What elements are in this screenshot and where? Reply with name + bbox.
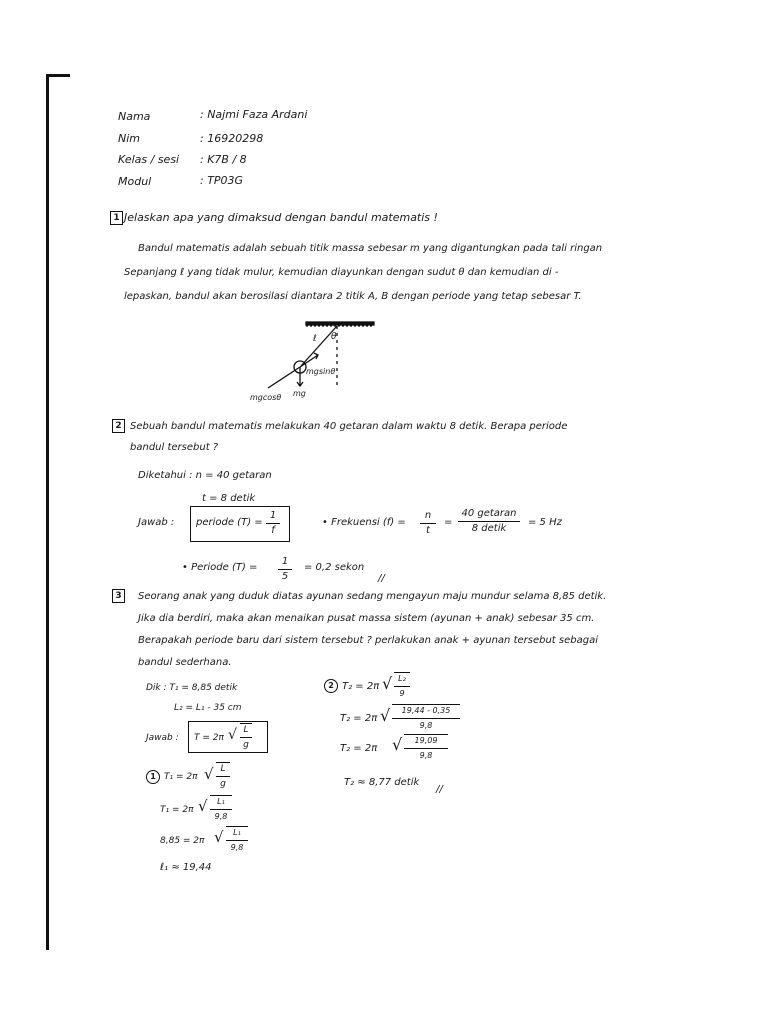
q3-text-line-1: Seorang anak yang duduk diatas ayunan sedang mengayun maju mundur selama 8,85 detik. (138, 591, 607, 602)
nama-value: : Najmi Faza Ardani (200, 108, 308, 121)
q3-boxed-num: L (243, 725, 249, 735)
q3-step1-b-fraction (210, 795, 232, 823)
q3-text-line-4: bandul sederhana. (138, 657, 232, 668)
q2-boxed-prefix: periode (T) = (196, 517, 263, 528)
nama-label: Nama (118, 110, 151, 123)
q3-step1-c-num: L₁ (233, 828, 241, 837)
q3-boxed-prefix: T = 2π (194, 733, 224, 743)
diagram-label-mgcos: mgcosθ (250, 393, 282, 402)
nim-label: Nim (118, 132, 140, 145)
q3-step1-c-fraction (226, 826, 248, 854)
diagram-label-l: ℓ (313, 334, 317, 344)
q3-step-1-marker: 1 (146, 770, 160, 784)
q2-frek-den: t (426, 525, 430, 536)
q3-boxed-den: g (243, 740, 249, 750)
mgcos-arrow (268, 367, 300, 388)
modul-value: : TP03G (200, 174, 244, 187)
q3-step2-c: T₂ = 2π (340, 743, 378, 754)
mg-arrowhead (297, 382, 303, 386)
q3-boxed-fraction (240, 723, 252, 751)
q2-t-value: t = 8 detik (202, 493, 256, 504)
q2-periode-prefix: • Periode (T) = (182, 562, 258, 573)
q3-step-2-marker: 2 (324, 679, 338, 693)
q3-boxed-root-sign: √ (228, 727, 237, 743)
q3-step2-b: T₂ = 2π (340, 713, 378, 724)
q1-answer-line-3: lepaskan, bandul akan berosilasi diantara 2 titik A, B dengan periode yang tetap sebesar T. (124, 291, 582, 302)
q3-step2-c-fraction (404, 734, 448, 762)
q3-step2-c-den: 9,8 (419, 751, 433, 760)
q3-step2-d: T₂ ≈ 8,77 detik (344, 777, 420, 788)
q3-jawab-label: Jawab : (146, 733, 179, 743)
q3-step2-a-den: 9 (399, 689, 405, 698)
q3-step1-b-den: 9,8 (214, 812, 228, 821)
q2-periode-fraction (278, 556, 292, 583)
q3-step1-a-fraction (216, 762, 230, 790)
q1-answer-line-1: Bandul matematis adalah sebuah titik massa sebesar m yang digantungkan pada tali ringan (138, 243, 603, 254)
q3-step1-b-root: √ (198, 797, 208, 815)
q3-step2-c-root: √ (392, 735, 403, 754)
q2-periode-mark: // (378, 573, 385, 584)
q2-periode-result: = 0,2 sekon (304, 562, 365, 573)
q3-step2-b-den: 9,8 (419, 721, 433, 730)
diagram-label-theta: θ (331, 332, 337, 342)
q3-step2-mark: // (436, 784, 443, 795)
q2-frek-fraction-1 (420, 510, 436, 537)
q2-jawab-label: Jawab : (138, 517, 175, 528)
q3-step1-a: T₁ = 2π (164, 772, 198, 782)
diagram-label-mg: mg (293, 389, 306, 398)
q3-step2-a: T₂ = 2π (342, 681, 380, 692)
mgsin-arrowhead (314, 353, 318, 359)
q3-step1-c-den: 9,8 (230, 843, 244, 852)
question-1-number: 1 (110, 211, 123, 225)
q2-frek-fraction-2 (458, 508, 520, 535)
scan-corner-mark (46, 74, 70, 77)
q3-step1-c: 8,85 = 2π (160, 836, 205, 846)
q3-step1-d: ℓ₁ ≈ 19,44 (160, 862, 212, 873)
kelas-label: Kelas / sesi (118, 153, 180, 166)
q2-frek-num2: 40 getaran (461, 508, 517, 519)
q3-step1-b-num: L₁ (217, 797, 225, 806)
nim-value: : 16920298 (200, 132, 264, 145)
q2-boxed-den: f (271, 525, 275, 536)
q3-text-line-2: Jika dia berdiri, maka akan menaikan pusat massa sistem (ayunan + anak) sebesar 35 cm. (138, 613, 595, 624)
q2-frek-result: = 5 Hz (528, 517, 562, 528)
q2-text-line-1: Sebuah bandul matematis melakukan 40 getaran dalam waktu 8 detik. Berapa periode (130, 421, 568, 432)
q2-frekuensi-prefix: • Frekuensi (f) = (322, 517, 406, 528)
q2-frek-den2: 8 detik (471, 523, 507, 534)
q3-step1-b: T₁ = 2π (160, 805, 194, 815)
question-1-text: Jelaskan apa yang dimaksud dengan bandul matematis ! (124, 211, 438, 224)
q2-boxed-fraction (266, 510, 280, 537)
question-2-number: 2 (112, 419, 125, 433)
q3-step1-c-root: √ (214, 828, 224, 846)
q3-step2-b-root: √ (380, 706, 391, 725)
q2-periode-num: 1 (281, 556, 289, 567)
q3-step2-c-num: 19,09 (414, 736, 438, 745)
pendulum-bob (294, 361, 306, 373)
q1-answer-line-2: Sepanjang ℓ yang tidak mulur, kemudian diayunkan dengan sudut θ dan kemudian di - (124, 267, 559, 278)
q3-text-line-3: Berapakah periode baru dari sistem tersebut ? perlakukan anak + ayunan tersebut sebagai (138, 635, 598, 646)
modul-label: Modul (118, 175, 152, 188)
diagram-label-mgsin: mgsinθ (306, 367, 336, 376)
q2-boxed-num: 1 (269, 510, 277, 521)
kelas-value: : K7B / 8 (200, 153, 247, 166)
q3-dik-1: Dik : T₁ = 8,85 detik (146, 683, 238, 693)
q2-periode-den: 5 (281, 571, 289, 582)
q3-step2-a-num: L₂ (398, 674, 406, 683)
q3-step1-a-num: L (220, 764, 226, 774)
q3-dik-2: L₂ = L₁ - 35 cm (174, 703, 242, 713)
q3-step1-a-root: √ (204, 765, 214, 783)
scan-left-border (46, 74, 49, 950)
q2-frek-eq: = (444, 517, 453, 528)
q2-frek-num: n (424, 510, 432, 521)
q3-step1-a-den: g (220, 779, 226, 789)
q3-step2-a-fraction (394, 672, 410, 700)
question-3-number: 3 (112, 589, 125, 603)
q3-step2-a-root: √ (382, 674, 393, 693)
q2-text-line-2: bandul tersebut ? (130, 442, 219, 453)
q3-step2-b-fraction (392, 704, 460, 732)
q3-step2-b-num: 19,44 - 0,35 (401, 706, 451, 715)
pendulum-ceiling (306, 322, 374, 325)
q2-diketahui: Diketahui : n = 40 getaran (138, 470, 272, 481)
